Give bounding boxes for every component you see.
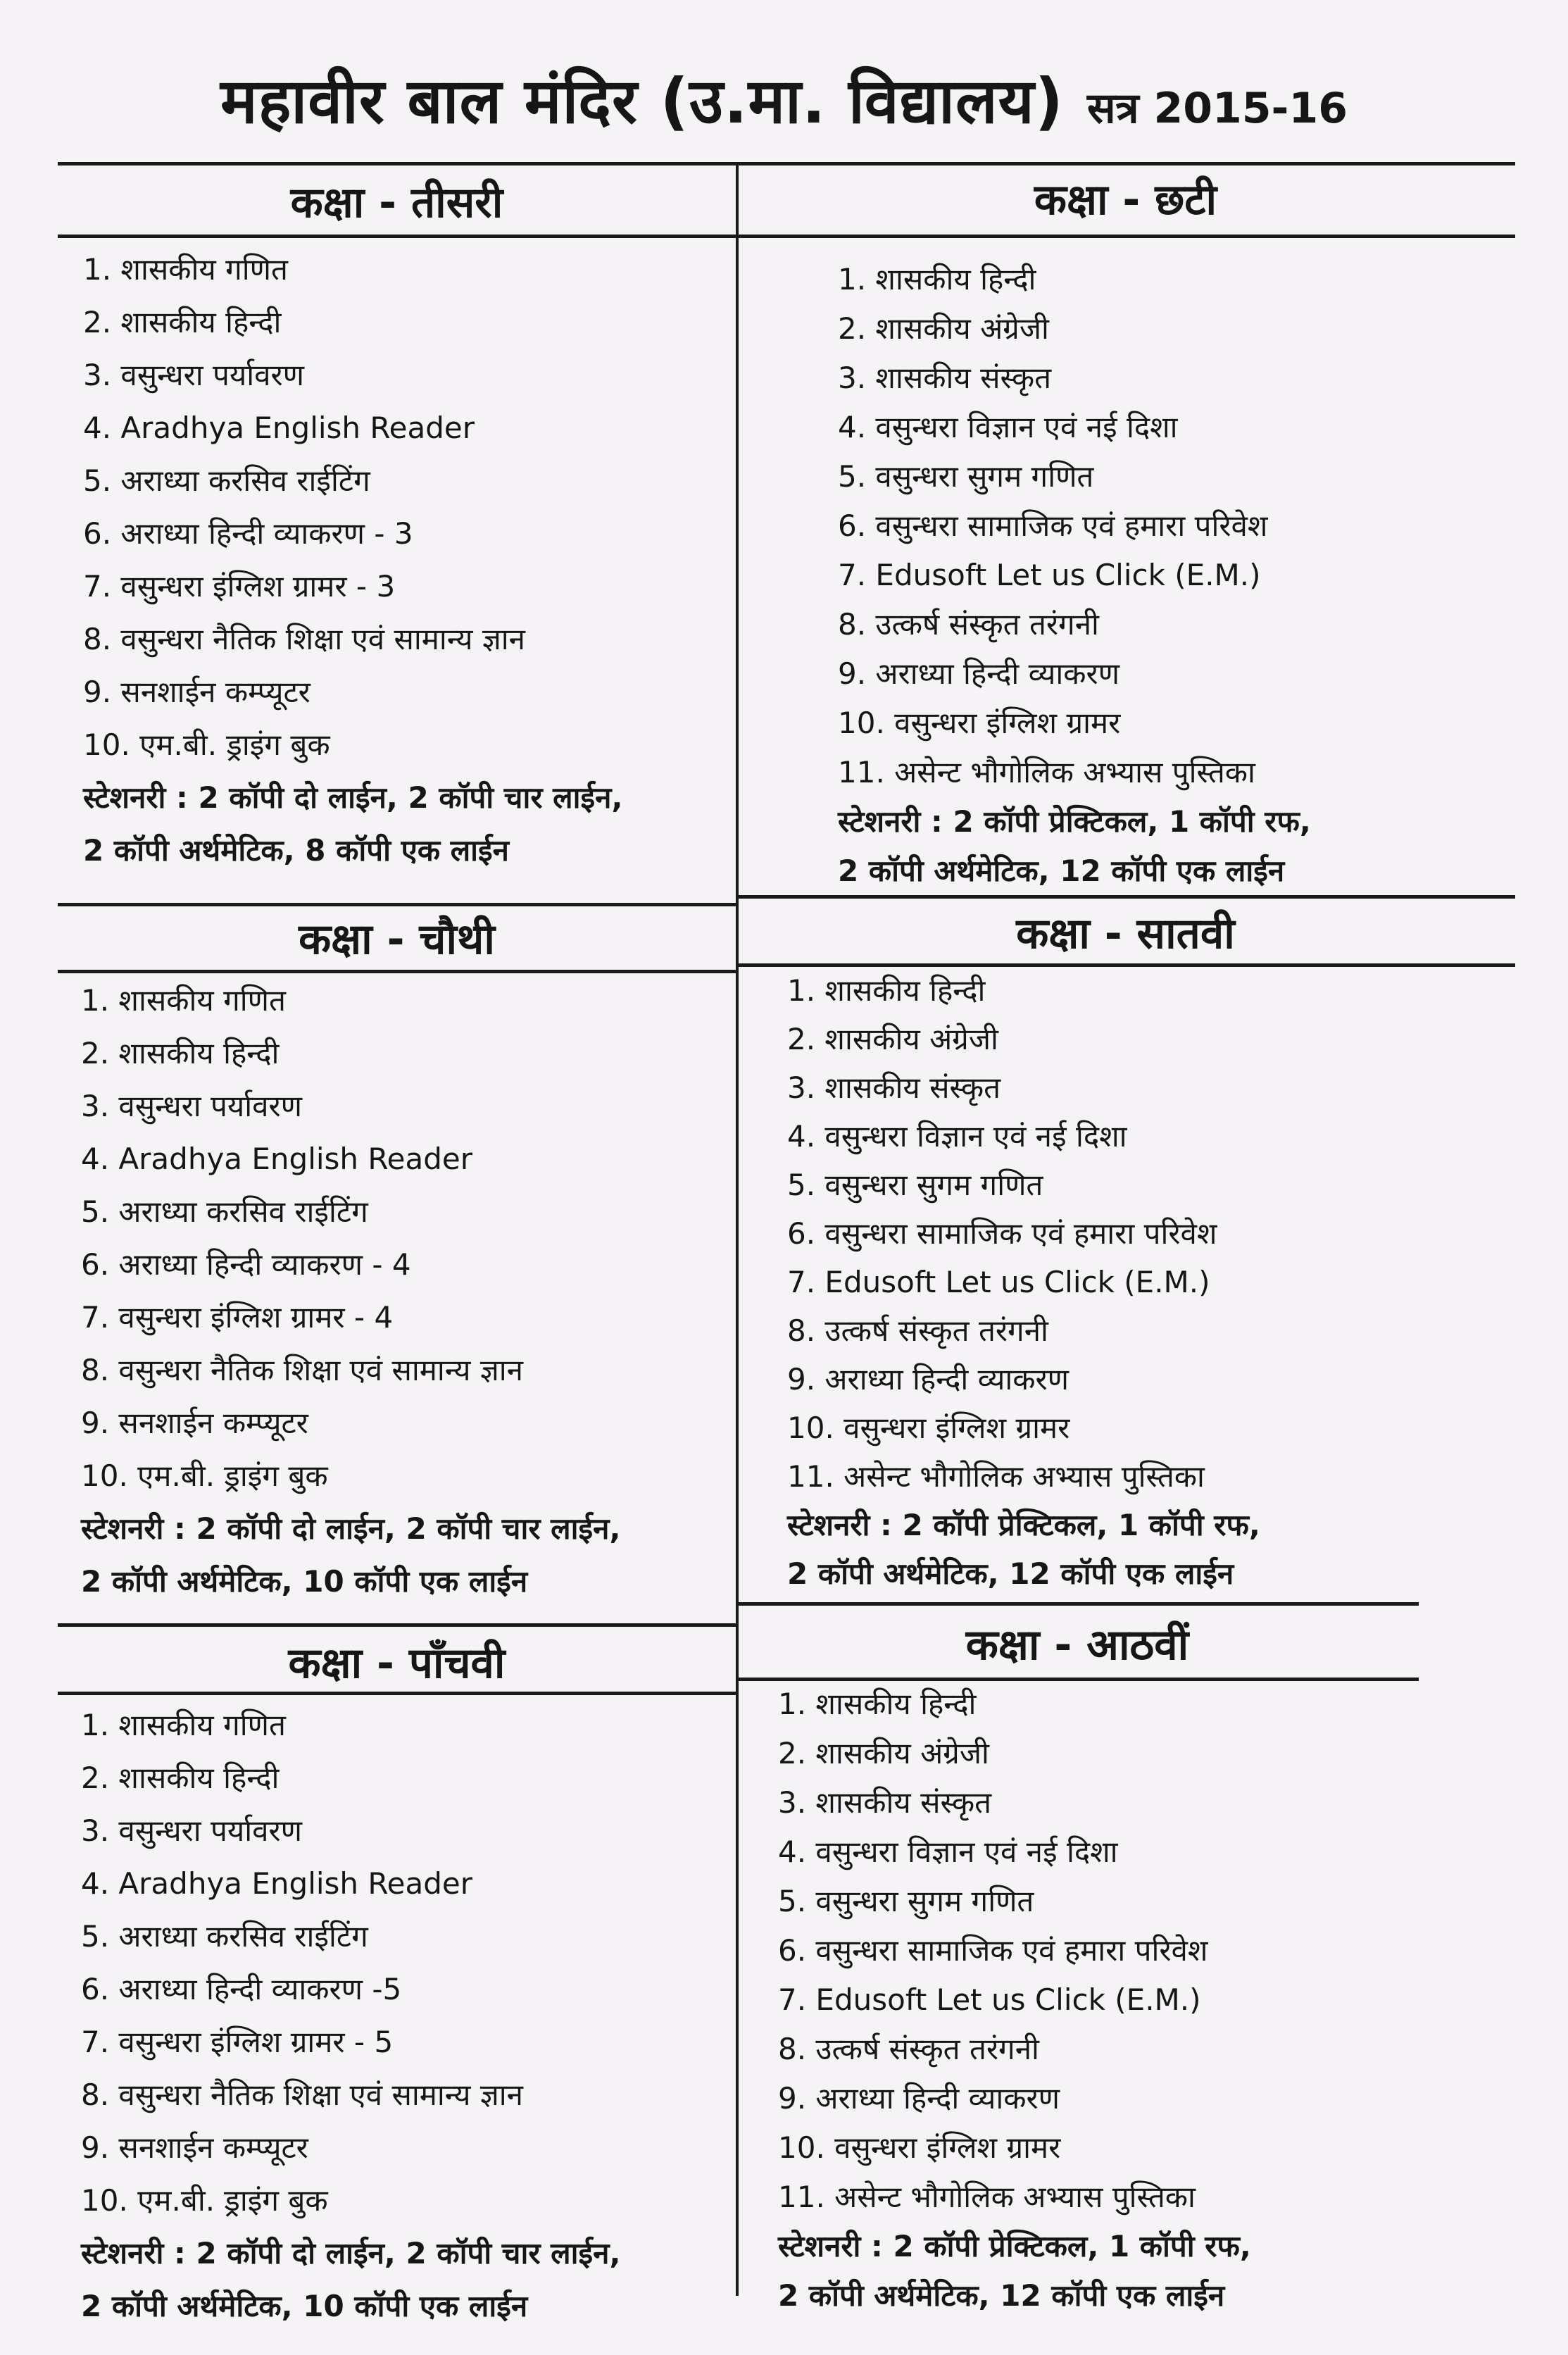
- class-7-heading: कक्षा - सातवी: [1016, 909, 1235, 958]
- list-item: 9. अराध्या हिन्दी व्याकरण: [838, 656, 1120, 691]
- list-item: 7. Edusoft Let us Click (E.M.): [838, 558, 1261, 592]
- list-item: 3. शासकीय संस्कृत: [838, 361, 1052, 395]
- list-item: 6. अराध्या हिन्दी व्याकरण - 3: [83, 516, 413, 551]
- list-item: 1. शासकीय गणित: [81, 1708, 286, 1742]
- school-name: महावीर बाल मंदिर (उ.मा. विद्यालय): [220, 65, 1064, 137]
- list-item: 9. अराध्या हिन्दी व्याकरण: [787, 1362, 1070, 1397]
- stationery-line: स्टेशनरी : 2 कॉपी प्रेक्टिकल, 1 कॉपी रफ,: [778, 2229, 1251, 2263]
- stationery-line: 2 कॉपी अर्थमेटिक, 12 कॉपी एक लाईन: [778, 2278, 1225, 2313]
- list-item: 3. वसुन्धरा पर्यावरण: [81, 1813, 303, 1848]
- stationery-line: 2 कॉपी अर्थमेटिक, 10 कॉपी एक लाईन: [81, 2289, 528, 2323]
- page-title: [0, 56, 1568, 141]
- class-7-book-list: [787, 966, 1260, 1598]
- list-item: 3. वसुन्धरा पर्यावरण: [81, 1089, 303, 1123]
- list-item: 1. शासकीय हिन्दी: [778, 1687, 977, 1721]
- list-item: 1. शासकीय हिन्दी: [838, 262, 1036, 296]
- list-item: 11. असेन्ट भौगोलिक अभ्यास पुस्तिका: [778, 2180, 1196, 2214]
- list-item: 1. शासकीय हिन्दी: [787, 973, 986, 1008]
- class-3-heading: कक्षा - तीसरी: [290, 178, 503, 227]
- list-item: 9. सनशाईन कम्प्यूटर: [83, 675, 311, 709]
- rule-left-head-2: [58, 970, 736, 973]
- list-item: 6. अराध्या हिन्दी व्याकरण - 4: [81, 1247, 411, 1282]
- stationery-line: स्टेशनरी : 2 कॉपी प्रेक्टिकल, 1 कॉपी रफ,: [838, 804, 1311, 839]
- list-item: 4. वसुन्धरा विज्ञान एवं नई दिशा: [778, 1835, 1118, 1869]
- list-item: 5. वसुन्धरा सुगम गणित: [778, 1884, 1034, 1918]
- list-item: 3. वसुन्धरा पर्यावरण: [83, 358, 305, 392]
- list-item: 10. वसुन्धरा इंग्लिश ग्रामर: [838, 706, 1121, 740]
- list-item: 10. वसुन्धरा इंग्लिश ग्रामर: [787, 1411, 1070, 1445]
- stationery-line: 2 कॉपी अर्थमेटिक, 12 कॉपी एक लाईन: [787, 1556, 1234, 1591]
- list-item: 1. शासकीय गणित: [81, 983, 286, 1018]
- list-item: 8. उत्कर्ष संस्कृत तरंगनी: [838, 607, 1099, 642]
- list-item: 6. अराध्या हिन्दी व्याकरण -5: [81, 1972, 402, 2006]
- class-4-book-list: [81, 974, 620, 1608]
- list-item: 1. शासकीय गणित: [83, 252, 288, 287]
- stationery-line: स्टेशनरी : 2 कॉपी प्रेक्टिकल, 1 कॉपी रफ,: [787, 1508, 1260, 1542]
- list-item: 4. Aradhya English Reader: [83, 411, 475, 445]
- list-item: 5. अराध्या करसिव राईटिंग: [81, 1919, 368, 1954]
- rule-left-head-1: [58, 235, 736, 238]
- rule-right-head-1: [736, 235, 1515, 238]
- list-item: 7. Edusoft Let us Click (E.M.): [778, 1982, 1201, 2017]
- list-item: 9. सनशाईन कम्प्यूटर: [81, 1406, 308, 1440]
- list-item: 10. एम.बी. ड्राइंग बुक: [81, 2183, 328, 2218]
- list-item: 2. शासकीय हिन्दी: [81, 1036, 280, 1070]
- list-item: 5. वसुन्धरा सुगम गणित: [838, 459, 1094, 494]
- list-item: 9. सनशाईन कम्प्यूटर: [81, 2130, 308, 2165]
- list-item: 5. अराध्या करसिव राईटिंग: [83, 463, 370, 498]
- class-6-heading: कक्षा - छटी: [1034, 175, 1217, 225]
- list-item: 8. वसुन्धरा नैतिक शिक्षा एवं सामान्य ज्ञान: [81, 2078, 523, 2112]
- list-item: 5. वसुन्धरा सुगम गणित: [787, 1168, 1043, 1202]
- list-item: 7. Edusoft Let us Click (E.M.): [787, 1265, 1210, 1299]
- list-item: 8. उत्कर्ष संस्कृत तरंगनी: [778, 2032, 1039, 2066]
- class-6-book-list: [838, 255, 1311, 896]
- list-item: 3. शासकीय संस्कृत: [778, 1785, 992, 1820]
- center-divider: [736, 162, 739, 2296]
- list-item: 2. शासकीय अंग्रेजी: [778, 1736, 989, 1770]
- session-label: सत्र 2015-16: [1086, 84, 1348, 133]
- list-item: 4. वसुन्धरा विज्ञान एवं नई दिशा: [838, 410, 1178, 444]
- list-item: 7. वसुन्धरा इंग्लिश ग्रामर - 3: [83, 569, 396, 604]
- stationery-line: स्टेशनरी : 2 कॉपी दो लाईन, 2 कॉपी चार लाईन,: [83, 780, 623, 815]
- stationery-line: स्टेशनरी : 2 कॉपी दो लाईन, 2 कॉपी चार लाईन,: [81, 2236, 621, 2270]
- list-item: 8. उत्कर्ष संस्कृत तरंगनी: [787, 1313, 1048, 1348]
- list-item: 6. वसुन्धरा सामाजिक एवं हमारा परिवेश: [838, 508, 1268, 543]
- rule-left-head-3: [58, 1692, 736, 1695]
- list-item: 7. वसुन्धरा इंग्लिश ग्रामर - 4: [81, 1300, 394, 1335]
- stationery-line: 2 कॉपी अर्थमेटिक, 8 कॉपी एक लाईन: [83, 833, 509, 868]
- class-4-heading: कक्षा - चौथी: [299, 915, 495, 964]
- list-item: 6. वसुन्धरा सामाजिक एवं हमारा परिवेश: [787, 1216, 1217, 1251]
- list-item: 3. शासकीय संस्कृत: [787, 1070, 1001, 1105]
- list-item: 8. वसुन्धरा नैतिक शिक्षा एवं सामान्य ज्ञान: [81, 1353, 523, 1387]
- list-item: 11. असेन्ट भौगोलिक अभ्यास पुस्तिका: [787, 1459, 1205, 1494]
- rule-right-sep-2: [736, 1602, 1419, 1606]
- list-item: 2. शासकीय अंग्रेजी: [838, 311, 1049, 346]
- list-item: 4. Aradhya English Reader: [81, 1142, 473, 1176]
- list-item: 9. अराध्या हिन्दी व्याकरण: [778, 2081, 1060, 2116]
- list-item: 2. शासकीय अंग्रेजी: [787, 1022, 998, 1056]
- list-item: 4. वसुन्धरा विज्ञान एवं नई दिशा: [787, 1119, 1127, 1154]
- stationery-line: स्टेशनरी : 2 कॉपी दो लाईन, 2 कॉपी चार लाईन,: [81, 1511, 621, 1546]
- list-item: 10. वसुन्धरा इंग्लिश ग्रामर: [778, 2130, 1061, 2165]
- class-5-heading: कक्षा - पाँचवी: [288, 1639, 506, 1688]
- stationery-line: 2 कॉपी अर्थमेटिक, 12 कॉपी एक लाईन: [838, 854, 1285, 888]
- list-item: 4. Aradhya English Reader: [81, 1866, 473, 1901]
- list-item: 5. अराध्या करसिव राईटिंग: [81, 1194, 368, 1229]
- list-item: 7. वसुन्धरा इंग्लिश ग्रामर - 5: [81, 2025, 394, 2059]
- list-item: 2. शासकीय हिन्दी: [81, 1761, 280, 1795]
- list-item: 6. वसुन्धरा सामाजिक एवं हमारा परिवेश: [778, 1933, 1208, 1968]
- list-item: 2. शासकीय हिन्दी: [83, 305, 282, 339]
- list-item: 11. असेन्ट भौगोलिक अभ्यास पुस्तिका: [838, 755, 1255, 789]
- top-rule: [58, 162, 1515, 165]
- list-item: 10. एम.बी. ड्राइंग बुक: [81, 1458, 328, 1493]
- class-5-book-list: [81, 1699, 620, 2332]
- rule-left-sep-2: [58, 1623, 736, 1627]
- class-8-book-list: [778, 1680, 1251, 2320]
- list-item: 8. वसुन्धरा नैतिक शिक्षा एवं सामान्य ज्ञान: [83, 622, 525, 656]
- rule-left-sep-1: [58, 903, 736, 906]
- class-3-book-list: [83, 243, 622, 877]
- stationery-line: 2 कॉपी अर्थमेटिक, 10 कॉपी एक लाईन: [81, 1564, 528, 1599]
- class-8-heading: कक्षा - आठवीं: [965, 1620, 1189, 1670]
- list-item: 10. एम.बी. ड्राइंग बुक: [83, 727, 330, 762]
